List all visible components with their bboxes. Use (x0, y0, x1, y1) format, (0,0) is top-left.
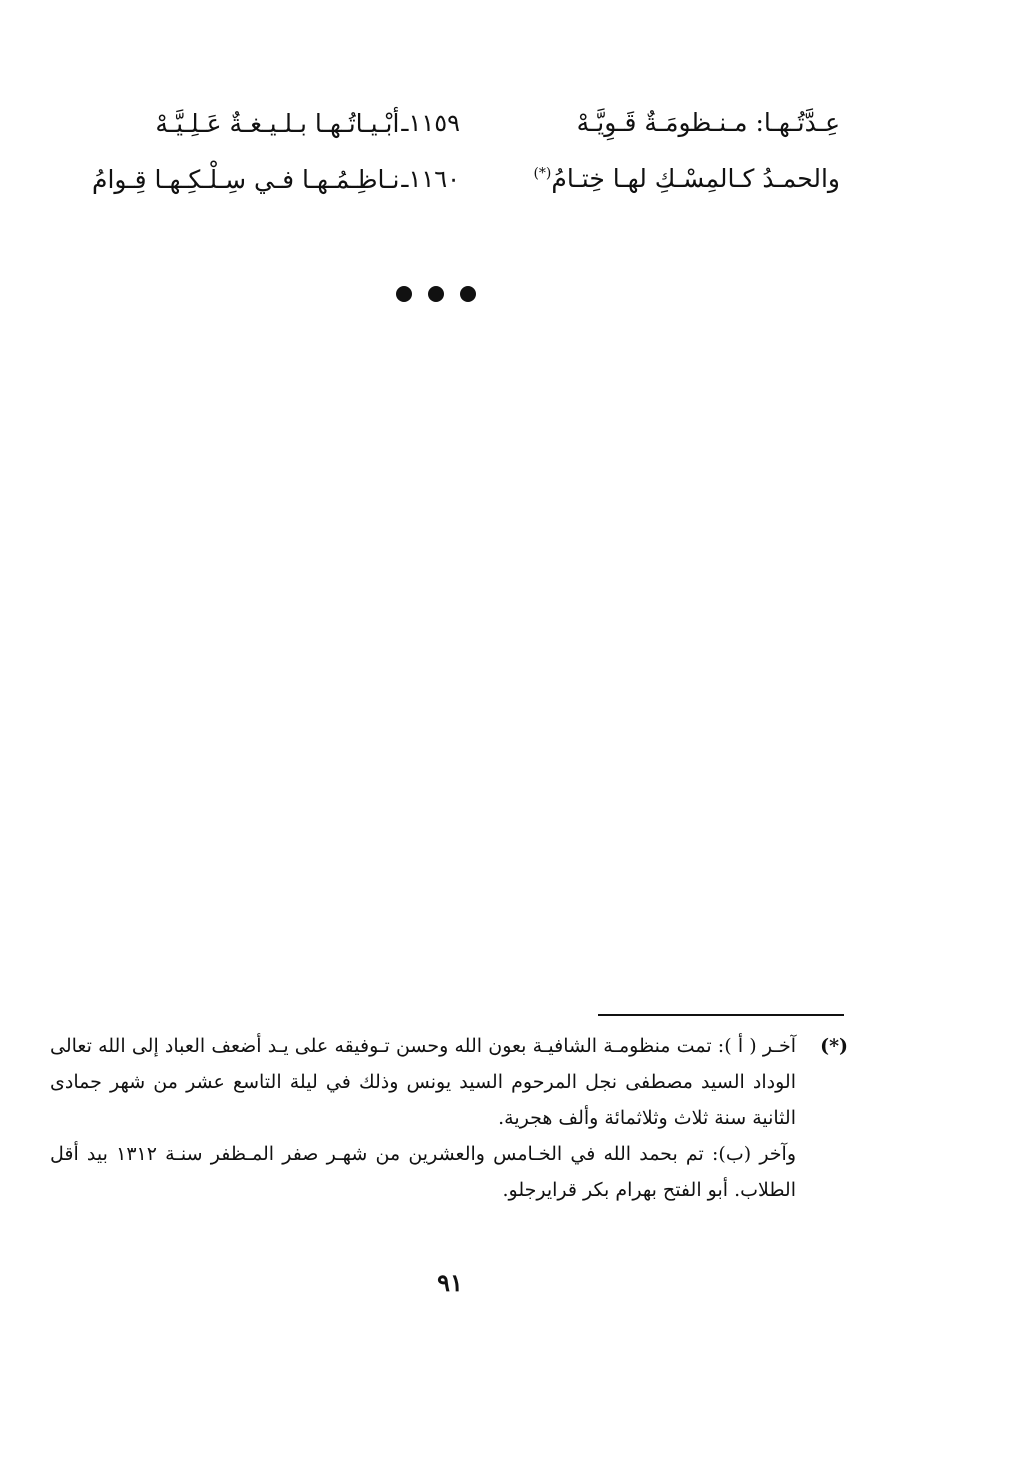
ornament-dot (460, 286, 476, 302)
footnote-divider (598, 1014, 844, 1016)
footnote-paragraph: آخـر ( أ ): تمت منظومـة الشافيـة بعون الله وحسن تـوفيقه على يـد أضعف العباد إلى الله تعالى الوداد السيد مصطفى نجل المرحوم السيد يونس وذلك في ليلة التاسع عشر من شهر جمادى الثانية سنة ثلاث وثلاثمائة وألف هجرية. (50, 1035, 796, 1129)
verse-line (40, 164, 840, 220)
verse-block (40, 108, 840, 220)
ornament-dot (428, 286, 444, 302)
footnote-reference: (*) (533, 165, 552, 182)
verse-line (40, 108, 840, 164)
second-hemistich (480, 164, 840, 193)
first-hemistich (40, 109, 460, 138)
footnote-section (50, 1028, 848, 1208)
first-hemistich-text: أبْـيـاتُـهـا بـلـيـغـةٌ عَـلِـيَّـهْ (155, 109, 400, 138)
footnote-marker: (*) (820, 1035, 848, 1057)
footnote (50, 1028, 848, 1208)
verse-number: ١١٦٠ـ (401, 165, 460, 193)
footnote-paragraph: وآخر (ب): تم بحمد الله في الخـامس والعشرين من شهـر صفر المـظفر سنـة ١٣١٢ بيد أقل الطلاب. أبو الفتح بهرام بكر قرايرجلو. (50, 1143, 797, 1201)
second-hemistich: عِـدَّتُـهـا: مـنـظومَـةٌ قَـوِيَّـهْ (576, 108, 840, 137)
verse-number: ١١٥٩ـ (401, 109, 460, 137)
first-hemistich (40, 165, 460, 194)
section-end-ornament (396, 286, 476, 302)
page-number: ٩١ (437, 1268, 463, 1297)
ornament-dot (396, 286, 412, 302)
first-hemistich-text: نـاظِـمُـهـا فـي سِـلْـكِـهـا قِـوامُ (92, 165, 400, 194)
second-hemistich-text: والحمـدُ كـالمِسْـكِ لهـا خِتـامُ (551, 164, 840, 193)
